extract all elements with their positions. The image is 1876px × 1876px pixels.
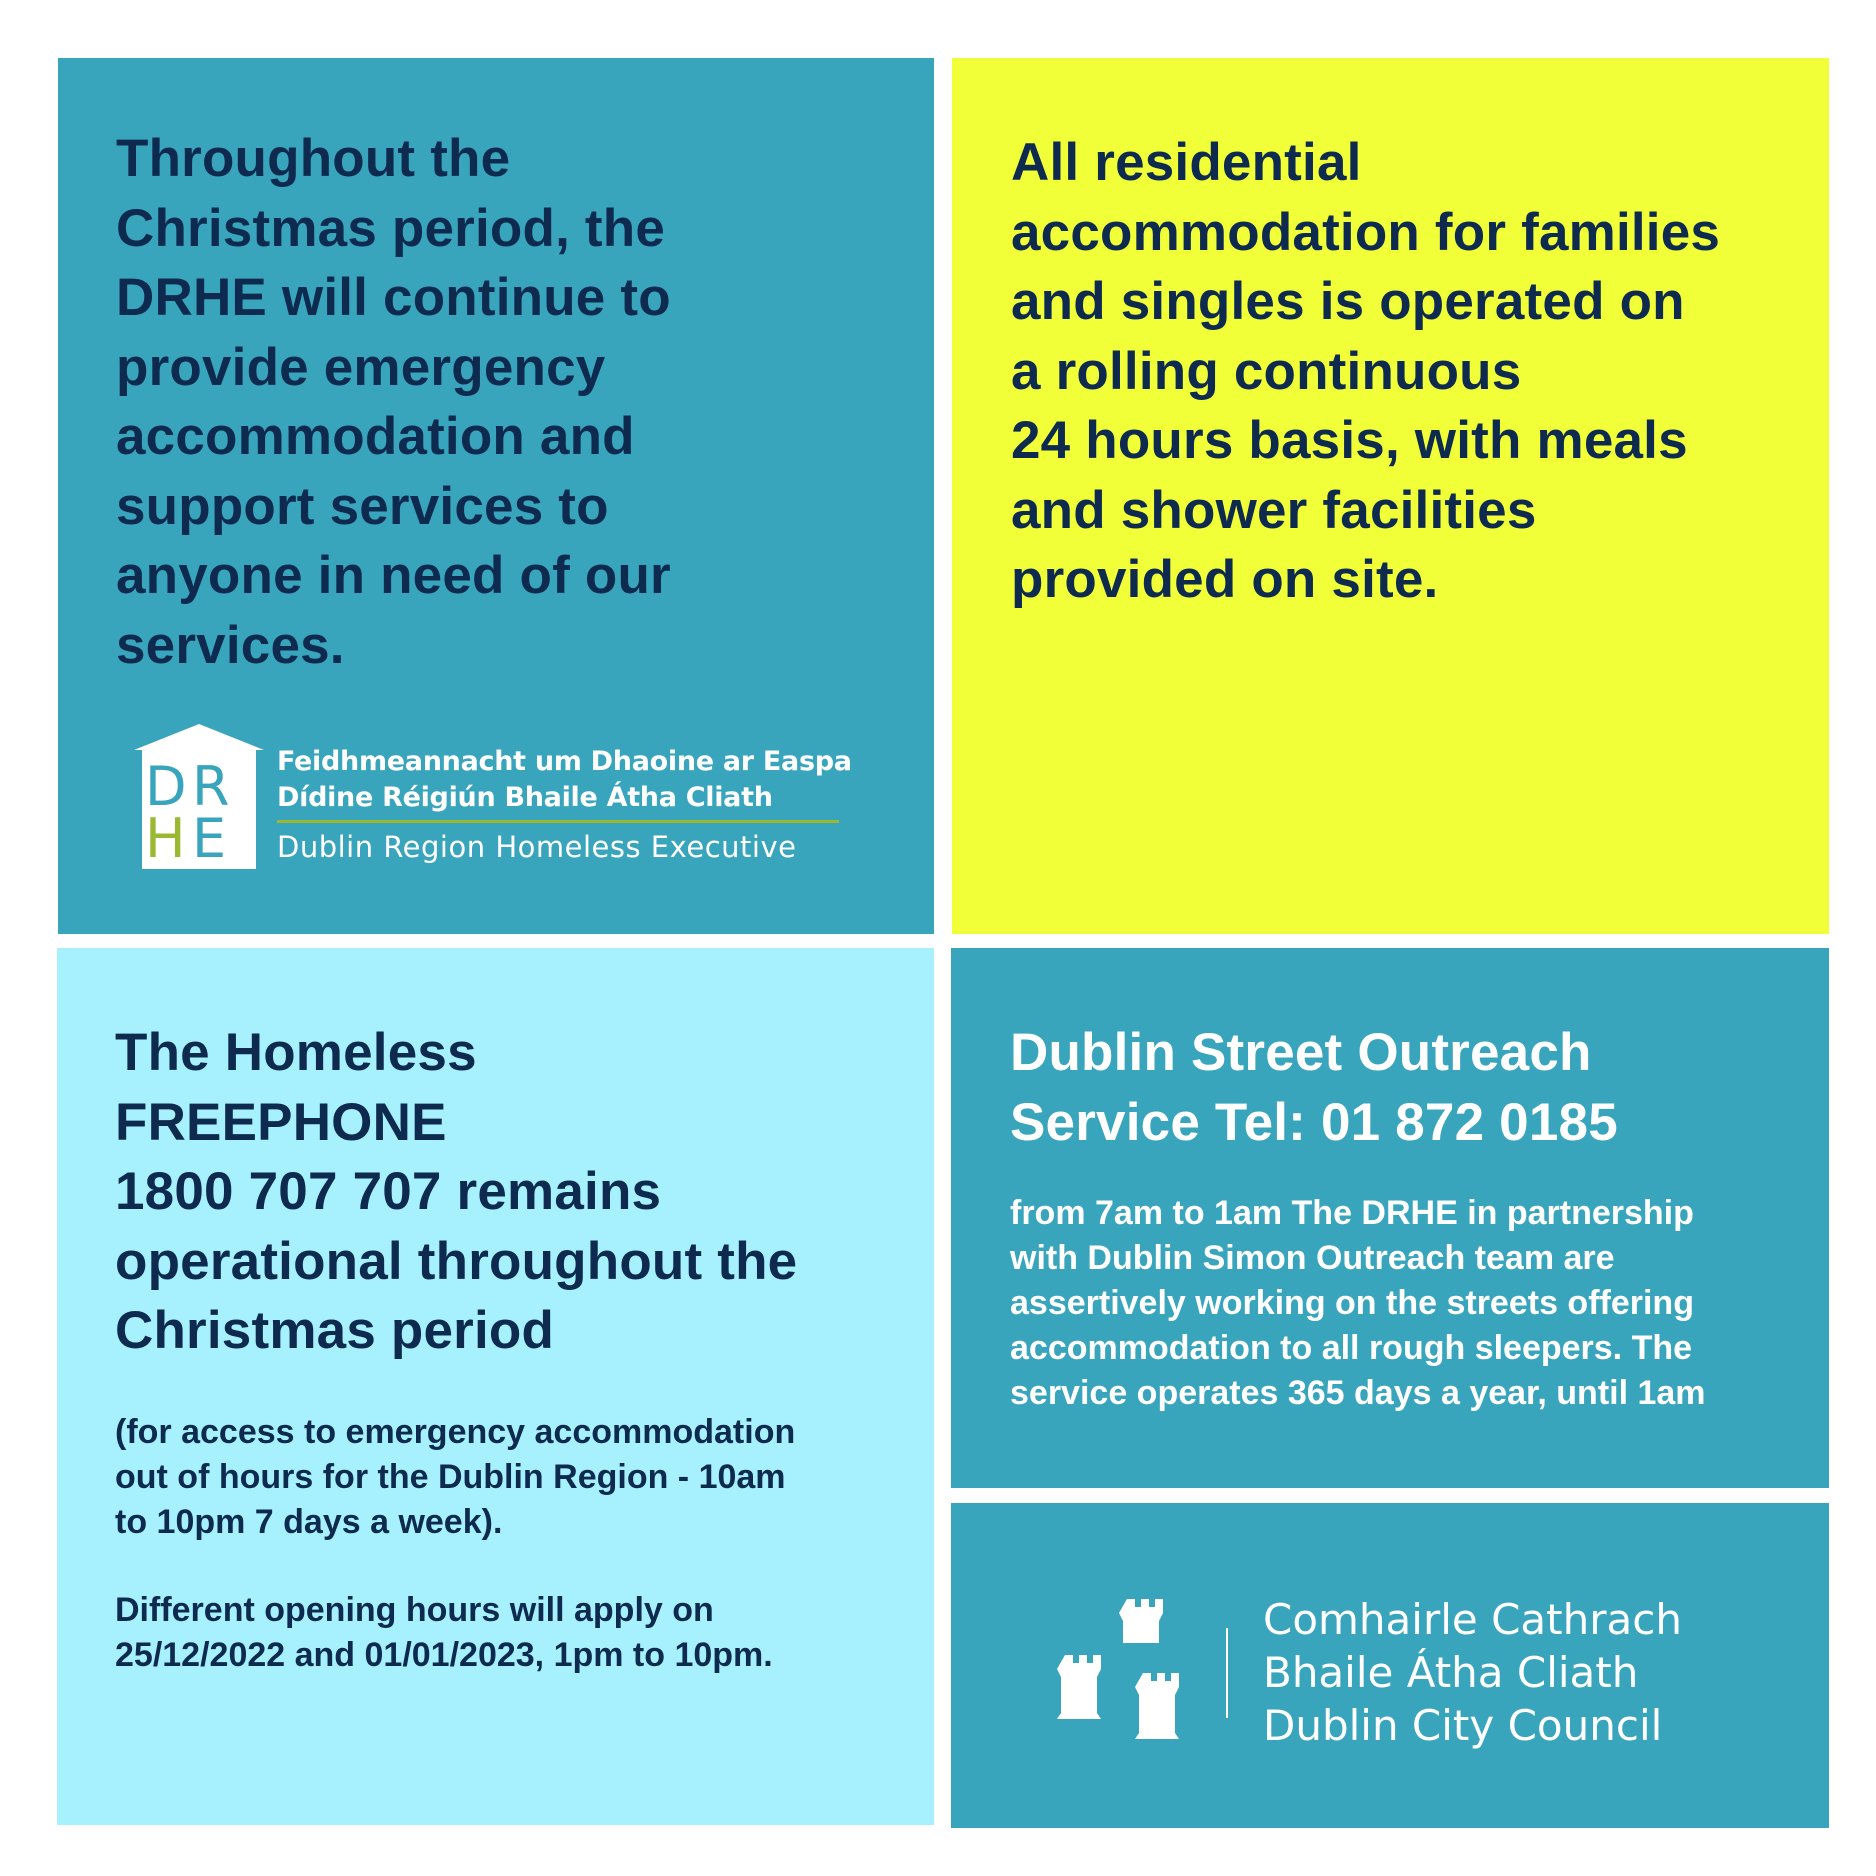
freephone-holiday-hours: Different opening hours will apply on 25/12/2022 and 01/01/2023, 1pm to 10pm. [115, 1591, 773, 1674]
dcc-wordmark [1263, 1593, 1682, 1752]
drhe-letter-h: H [145, 807, 186, 870]
freephone-access-note: (for access to emergency accommodation out of hours for the Dublin Region - 10am to 10pm 7 days a week). [115, 1413, 796, 1541]
drhe-letter-r: R [192, 755, 230, 818]
dcc-line1: Comhairle Cathrach [1263, 1595, 1682, 1644]
dcc-divider [1226, 1628, 1228, 1718]
drhe-irish-line1: Feidhmeannacht um Dhaoine ar Easpa [277, 746, 852, 777]
drhe-english-name: Dublin Region Homeless Executive [277, 830, 797, 864]
drhe-irish-line2: Dídine Réigiún Bhaile Átha Cliath [277, 782, 773, 813]
dcc-line3: Dublin City Council [1263, 1701, 1663, 1750]
drhe-letter-d: D [145, 755, 187, 818]
street-outreach-heading: Dublin Street Outreach Service Tel: 01 872 0185 [1010, 1023, 1618, 1152]
drhe-logo-text [277, 744, 853, 865]
drhe-message-text: Throughout the Christmas period, the DRHE will continue to provide emergency accommodation and support services to anyone in need of our services. [116, 129, 671, 675]
residential-accommodation-panel [952, 58, 1829, 934]
street-outreach-body: from 7am to 1am The DRHE in partnership with Dublin Simon Outreach team are assertively working on the streets offering accommodation to all rough sleepers. The service operates 365 days a year, until 1am [1010, 1194, 1706, 1412]
drhe-letter-e: E [192, 807, 227, 870]
street-outreach-panel [951, 948, 1829, 1488]
drhe-divider [277, 820, 839, 823]
drhe-message-panel [58, 58, 934, 934]
dublin-city-council-panel [951, 1503, 1829, 1828]
drhe-house-icon [134, 724, 264, 869]
freephone-panel [57, 948, 934, 1825]
residential-accommodation-text: All residential accommodation for families and singles is operated on a rolling continuous 24 hours basis, with meals and shower facilities provided on site. [1011, 133, 1721, 609]
drhe-logo [134, 724, 854, 874]
three-castles-icon [1057, 1591, 1207, 1741]
freephone-heading: The Homeless FREEPHONE 1800 707 707 remains operational throughout the Christmas period [115, 1023, 798, 1360]
dcc-line2: Bhaile Átha Cliath [1263, 1648, 1639, 1697]
